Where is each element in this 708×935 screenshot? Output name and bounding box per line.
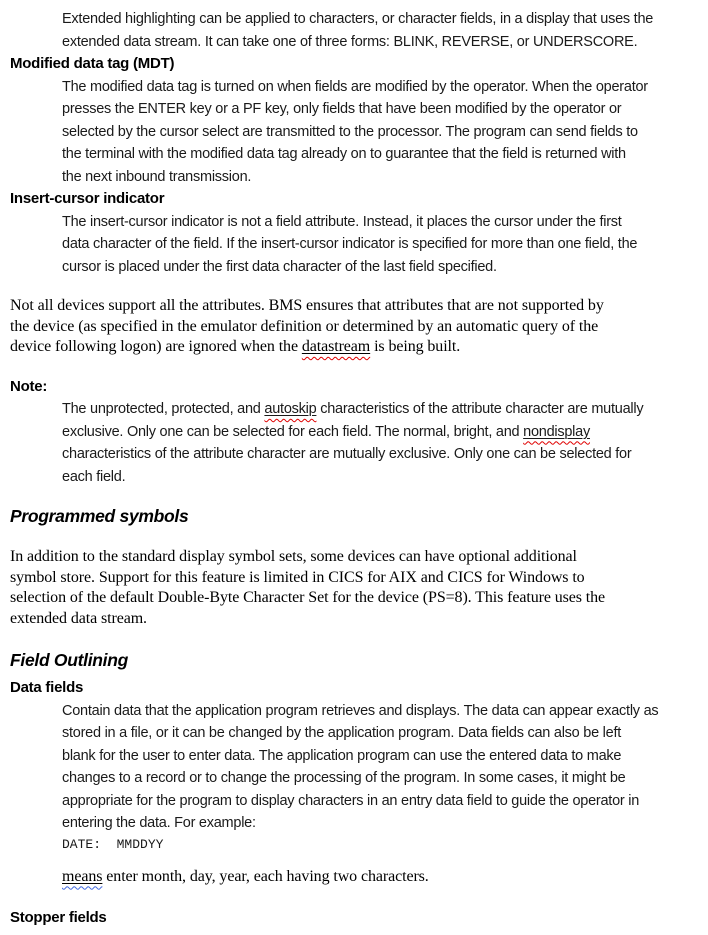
text-line [62,466,702,489]
spellcheck-underline-red: autoskip [264,401,317,417]
text-line [62,790,702,813]
text-segment: changes to a record or to change the processing of the program. In some cases, it might be [62,770,626,786]
text-line [10,609,702,630]
text-segment: data character of the field. If the insert-cursor indicator is specified for more than one field, the [62,236,638,252]
text-segment: is being built. [370,338,461,355]
text-line [62,256,702,279]
text-segment: selection of the default Double-Byte Character Set for the device (PS=8). This feature uses the [10,589,606,606]
text-segment: extended data stream. It can take one of three forms: BLINK, REVERSE, or UNDERSCORE. [62,33,638,50]
text-line [10,296,702,317]
term-heading: Modified data tag (MDT) [10,55,175,72]
text-segment: cursor is placed under the first data character of the last field specified. [62,258,497,275]
text-line [62,812,702,835]
text-segment: device following logon) are ignored when the [10,338,302,355]
text-line [10,317,702,338]
text-line [62,867,702,888]
section-heading: Programmed symbols [10,506,189,526]
text-line [10,547,702,568]
text-line [62,211,702,234]
text-segment: selected by the cursor select are transmitted to the processor. The program can send fields to [62,123,638,140]
paragraph [10,296,702,358]
text-segment: In addition to the standard display symbol sets, some devices can have optional additional [10,548,577,565]
text-segment: symbol store. Support for this feature is limited in CICS for AIX and CICS for Windows to [10,568,585,586]
text-segment: the device (as specified in the emulator definition or determined by an automatic query of the [10,317,599,335]
text-line [62,745,702,768]
text-line [62,421,702,444]
text-segment: stored in a file, or it can be changed by the application program. Data fields can also be left [62,725,622,741]
text-segment: Contain data that the application program retrieves and displays. The data can appear exactly as [62,702,659,719]
text-segment: The modified data tag is turned on when fields are modified by the operator. When the operator [62,78,648,95]
text-line [62,835,702,855]
spellcheck-underline-red: nondisplay [523,423,590,440]
text-segment: enter month, day, year, each having two characters. [102,867,429,885]
spellcheck-word [523,424,590,440]
paragraph [10,76,702,189]
text-segment: each field. [62,468,126,485]
text-line [62,76,702,99]
section-heading: Field Outlining [10,650,128,670]
text-line [62,166,702,189]
text-line [62,98,702,121]
text-segment: Extended highlighting can be applied to characters, or character fields, in a display that uses the [62,11,654,27]
text-line [62,121,702,144]
text-line [62,722,702,745]
spellcheck-word [302,338,370,355]
text-segment: the next inbound transmission. [62,168,252,185]
paragraph [10,398,702,488]
text-line [62,443,702,466]
text-segment: The insert-cursor indicator is not a field attribute. Instead, it places the cursor under the first [62,213,622,230]
paragraph [10,8,702,53]
term-heading: Data fields [10,679,84,696]
term-heading: Insert-cursor indicator [10,190,165,207]
term-heading: Note: [10,377,48,395]
spellcheck-underline-blue: means [62,867,103,885]
text-line [62,398,702,421]
paragraph [10,867,702,888]
text-segment: The unprotected, protected, and [62,401,265,417]
text-line [62,8,702,31]
paragraph [10,700,702,835]
text-segment: extended data stream. [10,609,147,627]
term-heading: Stopper fields [10,909,107,926]
text-segment: appropriate for the program to display characters in an entry data field to guide the operator in [62,792,640,809]
text-segment: blank for the user to enter data. The application program can use the entered data to make [62,747,622,764]
text-line [62,31,702,54]
text-segment: characteristics of the attribute character are mutually exclusive. Only one can be selected for [62,446,632,462]
text-segment: Not all devices support all the attributes. BMS ensures that attributes that are not supported by [10,297,604,314]
paragraph [10,547,702,629]
paragraph [10,211,702,279]
text-segment: DATE: MMDDYY [62,836,164,852]
text-line [62,767,702,790]
text-line [10,588,702,609]
spellcheck-word [62,868,102,885]
text-line [10,568,702,589]
text-segment: the terminal with the modified data tag already on to guarantee that the field is returned with [62,146,626,162]
paragraph [10,835,702,855]
text-line [62,700,702,723]
text-segment: presses the ENTER key or a PF key, only fields that have been modified by the operator or [62,101,622,117]
text-line [10,337,702,358]
text-segment: exclusive. Only one can be selected for each field. The normal, bright, and [62,423,524,440]
spellcheck-word [264,401,316,417]
text-segment: entering the data. For example: [62,815,256,831]
text-segment: characteristics of the attribute character are mutually [316,401,644,417]
text-line [62,143,702,166]
text-line [62,233,702,256]
spellcheck-underline-red: datastream [301,338,371,355]
